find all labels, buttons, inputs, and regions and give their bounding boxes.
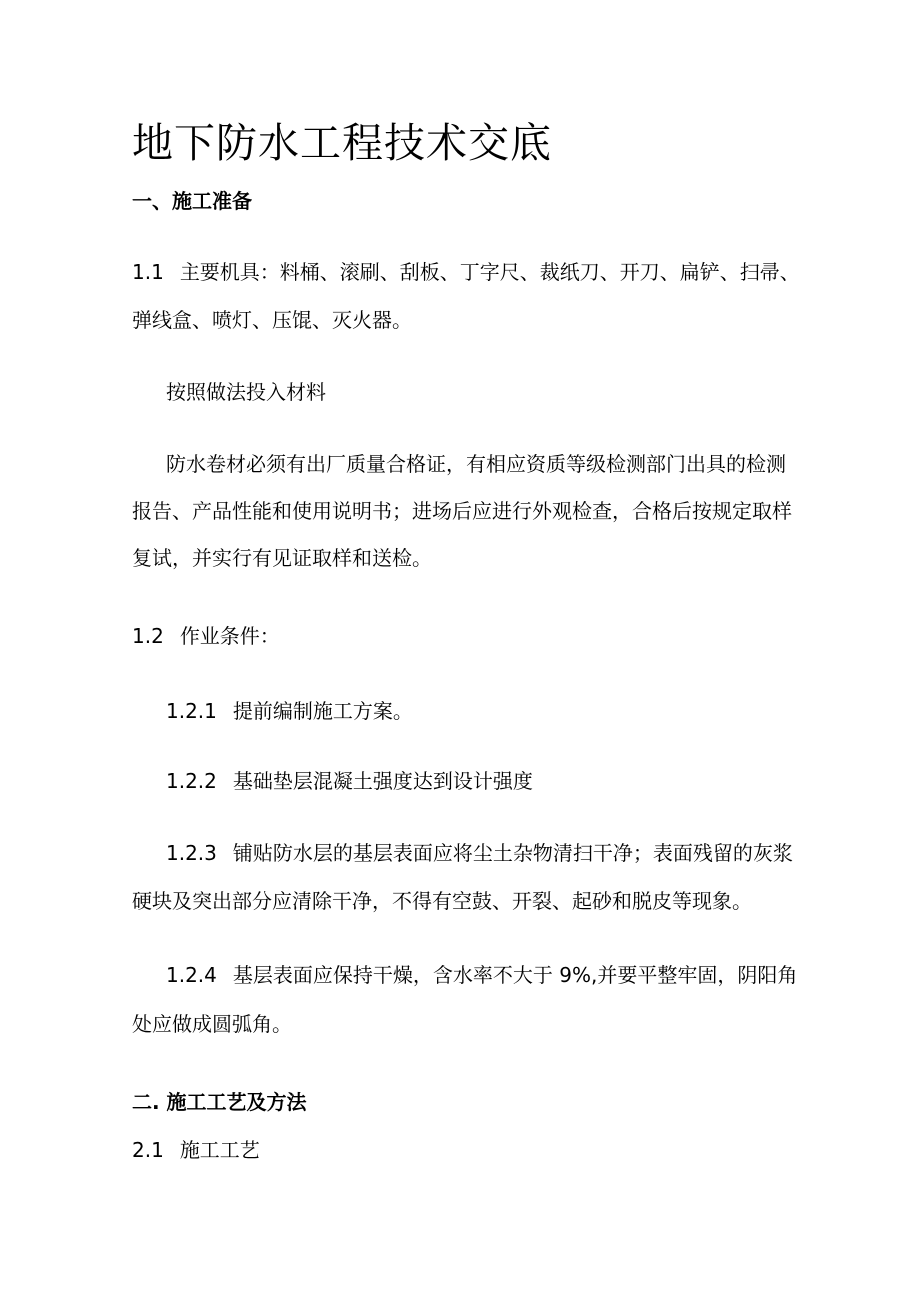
paragraph-number: 1.2.1 <box>166 699 217 723</box>
section-1-heading: 一、施工准备 <box>132 189 252 213</box>
paragraph-1-1-line-1 <box>132 258 800 286</box>
paragraph-number: 1.2 <box>132 624 164 648</box>
materials-line-2: 报告、产品性能和使用说明书；进场后应进行外观检查，合格后按规定取样 <box>132 499 792 523</box>
paragraph-text: 作业条件： <box>179 624 280 648</box>
paragraph-number: 2.1 <box>132 1138 164 1162</box>
materials-line-1: 防水卷材必须有出厂质量合格证，有相应资质等级检测部门出具的检测 <box>166 452 786 476</box>
paragraph-number: 1.2.2 <box>166 769 217 793</box>
paragraph-1-2 <box>132 622 280 650</box>
paragraph-1-1-line-2: 弹线盒、喷灯、压馄、灭火器。 <box>132 308 412 332</box>
paragraph-number: 1.1 <box>132 260 164 284</box>
paragraph-1-2-3-line-1 <box>166 839 793 867</box>
paragraph-text: 基础垫层混凝土强度达到设计强度 <box>232 769 533 793</box>
section-2-heading: 二. 施工工艺及方法 <box>132 1090 307 1114</box>
paragraph-1-2-3-line-2: 硬块及突出部分应清除干净，不得有空鼓、开裂、起砂和脱皮等现象。 <box>132 889 752 913</box>
paragraph-text: 提前编制施工方案。 <box>232 699 413 723</box>
materials-line-3: 复试，并实行有见证取样和送检。 <box>132 546 432 570</box>
paragraph-2-1 <box>132 1136 260 1164</box>
paragraph-text: 主要机具：料桶、滚刷、刮板、丁字尺、裁纸刀、开刀、扁铲、扫帚、 <box>179 260 800 284</box>
paragraph-text: 铺贴防水层的基层表面应将尘土杂物清扫干净；表面残留的灰浆 <box>232 841 793 865</box>
paragraph-text: 施工工艺 <box>179 1138 260 1162</box>
materials-intro: 按照做法投入材料 <box>166 380 326 404</box>
paragraph-text: 基层表面应保持干燥，含水率不大于 9%,并要平整牢固，阴阳角 <box>232 963 798 987</box>
paragraph-1-2-2 <box>166 767 533 795</box>
document-title: 地下防水工程技术交底 <box>132 119 552 167</box>
paragraph-number: 1.2.3 <box>166 841 217 865</box>
paragraph-number: 1.2.4 <box>166 963 217 987</box>
paragraph-1-2-1 <box>166 697 413 725</box>
paragraph-1-2-4-line-1 <box>166 961 797 989</box>
paragraph-1-2-4-line-2: 处应做成圆弧角。 <box>132 1012 292 1036</box>
